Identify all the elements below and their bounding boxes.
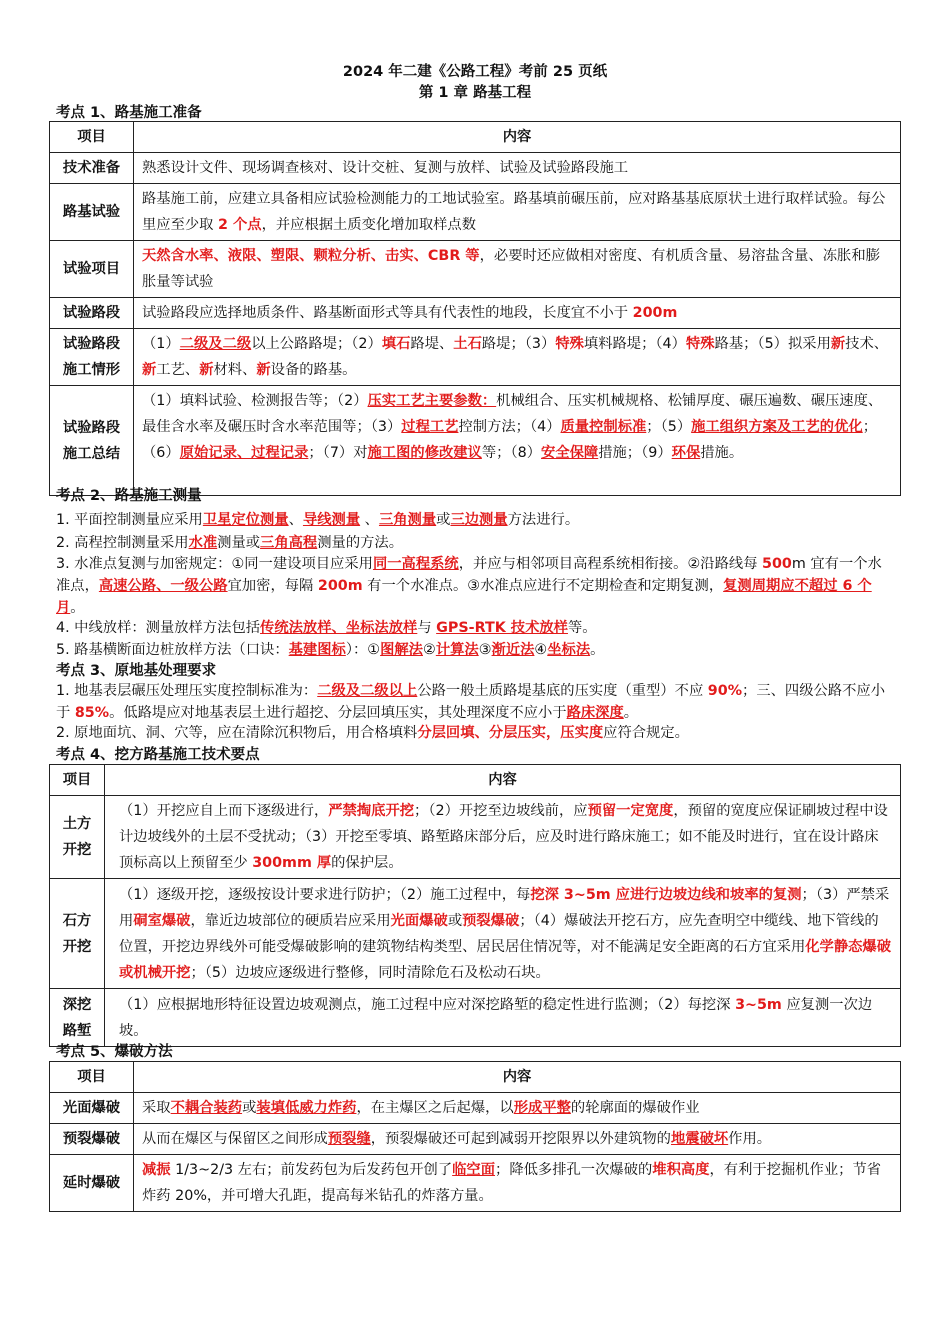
highlight: 3~5m [735,996,782,1013]
table-row [50,329,901,386]
header-content: 内容 [134,1062,901,1093]
paragraph [56,532,896,554]
text: 4. 中线放样：测量放样方法包括 [56,620,261,636]
highlight: 装填低威力炸药 [256,1100,357,1116]
highlight: 渐近法 [491,642,535,658]
text: 从而在爆区与保留区之间形成 [142,1131,328,1147]
text: 。 [70,600,85,616]
text: ；（3）严禁采用 [119,886,890,929]
highlight: 复测周期应不超过 6 个月 [56,578,872,616]
text: ）：① [345,642,381,658]
text: 。 [590,642,605,658]
table-row [50,298,901,329]
highlight: 施工组织方案及工艺的优化 [691,419,863,435]
highlight: 85% [74,705,110,721]
text: ，必要时还应做相对密度、有机质含量、易溶盐含量、冻胀和膨胀量等试验 [142,248,880,290]
table-row [50,184,901,241]
label-line: 深挖 [62,996,92,1013]
text: （1）填料试验、检测报告等；（2） [142,393,368,409]
text: ，并应与相邻项目高程系统相衔接。②沿路线每 [458,556,763,572]
highlight: 临空面 [452,1162,496,1178]
table-header-row [50,765,901,796]
highlight: 过程工艺 [401,419,459,435]
table-row [50,989,901,1047]
highlight: 原始记录、过程记录 [179,445,309,461]
table-blasting-methods [49,1061,901,1212]
text: 或 [436,512,451,528]
section-1-title: 考点 1、路基施工准备 [56,105,202,121]
row-label: 路基试验 [50,184,134,241]
table-row [50,241,901,298]
highlight: 同一高程系统 [372,556,459,572]
row-label: 试验项目 [50,241,134,298]
row-content [134,298,901,329]
row-label: 延时爆破 [50,1155,134,1212]
text: 措施；（9） [598,445,672,461]
highlight: 质量控制标准 [560,419,647,435]
row-label: 光面爆破 [50,1093,134,1124]
text: ，预留的宽度应保证刷坡过程中设计边坡线外的土层不受扰动；（3）开挖至零填、路堑路床部分后，应及时进行路床施工；如不能及时进行，宜在设计路床顶标高以上预留至少 [119,803,888,871]
label-line: 施工总结 [62,445,121,462]
highlight: 预裂爆破 [462,912,520,929]
paragraph [56,639,896,661]
table-header-row [50,122,901,153]
table-subgrade-preparation [49,121,901,496]
text: 以上公路路堤；（2） [251,336,382,352]
text: （1）逐级开挖，逐级按设计要求进行防护；（2）施工过程中，每 [119,886,531,903]
text: ；（4）爆破法开挖石方，应先查明空中缆线、地下管线的位置，开挖边界线外可能受爆破影响的建筑物结构类型、居民居住情况等，对不能满足安全距离的石方宜采用 [119,912,879,955]
text: 5. 路基横断面边桩放样方法（口诀： [56,642,289,658]
text: 采取 [142,1100,171,1116]
text: ② [422,642,436,658]
row-content [134,386,901,496]
text: 。 [623,705,639,721]
chapter-title: 第 1 章 路基工程 [418,85,532,101]
highlight: 安全保障 [541,445,599,461]
highlight: 传统法放样、坐标法放样 [260,620,418,636]
text: 、 [288,512,303,528]
text: ；（6） [142,419,877,461]
text: 有一个水准点。③水准点应进行不定期检查和定期复测， [362,578,724,594]
highlight: 分层回填、分层压实，压实度 [417,725,604,741]
text: ，在主爆区之后起爆，以 [356,1100,514,1116]
text: 应符合规定。 [603,725,689,741]
label-line: 施工情形 [62,362,121,378]
highlight: 500 [762,556,792,572]
row-content [134,153,901,184]
row-content [134,1155,901,1212]
highlight: 减振 [142,1162,171,1178]
highlight: 三边测量 [450,512,508,528]
text: 材料、 [213,362,257,378]
label-line: 试验路段 [62,419,121,436]
highlight: 200m [632,305,678,321]
row-content [105,989,901,1047]
text: 3. 水准点复测与加密规定：①同一建设项目应采用 [56,556,373,572]
label-line: 开挖 [62,842,92,858]
highlight: 300mm 厚 [252,855,332,871]
highlight: 压实工艺主要参数： [367,393,497,409]
table-cut-subgrade [49,764,901,1047]
row-content [105,796,901,879]
text: 工艺、 [156,362,200,378]
highlight: 高速公路、一级公路 [98,578,228,594]
text: 控制方法；（4） [458,419,561,435]
text: 2. 高程控制测量采用 [56,535,189,551]
label-line: 石方 [62,912,92,929]
highlight: 土石 [453,336,482,352]
header-item: 项目 [50,122,134,153]
paragraph [56,680,896,724]
text: ；（7）对 [308,445,368,461]
text: 1. 地基表层碾压处理压实度控制标准为： [56,683,318,699]
text: m 宜有一个水准点， [56,556,882,594]
highlight: 施工图的修改建议 [367,445,482,461]
row-content [134,1124,901,1155]
highlight: 二级及二级 [179,336,252,352]
row-content [134,184,901,241]
highlight: 三角测量 [378,512,437,528]
text: 的轮廓面的爆破作业 [570,1100,700,1116]
highlight: 特殊 [555,336,584,352]
row-content [134,241,901,298]
highlight: 挖深 3~5m 应进行边坡边线和坡率的复测 [530,886,802,903]
text: ④ [534,642,548,658]
paragraph [56,509,896,531]
table-row [50,1124,901,1155]
text: 机械组合、压实机械规格、松铺厚度、碾压遍数、碾压速度、最佳含水率及碾压时含水率范围等；（3） [142,393,883,435]
header-item: 项目 [50,765,105,796]
text: 测量或 [217,535,261,551]
text: 公路一般土质路堤基底的压实度（重型）不应 [417,683,708,699]
highlight: 光面爆破 [390,912,448,929]
row-content [134,1093,901,1124]
highlight: 特殊 [685,336,715,352]
row-label [50,989,105,1047]
text: 措施。 [700,445,744,461]
highlight: 新 [256,362,271,378]
highlight: 2 个点 [218,217,262,233]
text: ；（5） [646,419,692,435]
text: ；三、四级公路不应小于 [56,683,885,721]
section-3-title: 考点 3、原地基处理要求 [56,663,217,679]
table-header-row [50,1062,901,1093]
highlight: 预留一定宽度 [587,803,674,819]
document-title: 2024 年二建《公路工程》考前 25 页纸 [342,64,608,80]
text: ③ [478,642,492,658]
highlight: 形成平整 [513,1100,571,1116]
paragraph [56,722,896,744]
text: 与 [417,620,437,636]
header-item: 项目 [50,1062,134,1093]
text: 试验路段应选择地质条件、路基断面形式等具有代表性的地段，长度宜不小于 [142,305,633,321]
row-label [50,879,105,989]
text: 1. 平面控制测量应采用 [56,512,203,528]
text: 路基施工前，应建立具备相应试验检测能力的工地试验室。路基填前碾压前，应对路基基底原状土进行取样试验。每公里应至少取 [142,191,886,233]
label-line: 路堑 [62,1022,92,1039]
text: 宜加密，每隔 [227,578,318,594]
text: 或 [242,1100,257,1116]
highlight: 硐室爆破 [133,912,191,929]
row-content [105,879,901,989]
highlight: 90% [707,683,743,699]
row-label: 试验路段 [50,298,134,329]
highlight: 不耦合装药 [170,1100,243,1116]
highlight: 新 [199,362,214,378]
highlight: 填石 [381,336,411,352]
highlight: 严禁掏底开挖 [328,803,415,819]
text: 设备的路基。 [270,362,357,378]
highlight: 路床深度 [566,705,624,721]
highlight: GPS-RTK 技术放样 [436,620,568,636]
text: 或 [447,912,463,929]
text: 方法进行。 [507,512,580,528]
highlight: 卫星定位测量 [202,512,289,528]
text: 路堤；（3） [481,336,556,352]
table-row [50,1155,901,1212]
label-line: 开挖 [62,938,92,955]
text: 测量的方法。 [317,535,404,551]
highlight: 导线测量 [302,512,361,528]
row-label [50,796,105,879]
text: ；（2）开挖至边坡线前，应 [414,803,588,819]
row-label [50,386,134,496]
header-content: 内容 [134,122,901,153]
label-line: 试验路段 [62,336,121,352]
text: （1）开挖应自上而下逐级进行， [119,803,329,819]
highlight: 基建图标 [288,642,346,658]
highlight: 水准 [188,535,218,551]
text: 等。 [567,620,597,636]
highlight: 200m [317,578,363,594]
text: 路基；（5）拟采用 [714,336,831,352]
header-content: 内容 [105,765,901,796]
text: ，并应根据土质变化增加取样点数 [261,217,477,233]
highlight: 新 [142,362,157,378]
section-4-title: 考点 4、挖方路基施工技术要点 [56,747,260,763]
text: 技术、 [845,336,889,352]
text: （1）应根据地形特征设置边坡观测点，施工过程中应对深挖路堑的稳定性进行监测；（2）每挖深 [119,996,736,1013]
text: ，有利于挖掘机作业；节省炸药 20%，并可增大孔距，提高每米钻孔的炸落方量。 [142,1162,882,1204]
highlight: 天然含水率、液限、塑限、颗粒分析、击实、CBR 等 [142,248,480,264]
text: ，靠近边坡部位的硬质岩应采用 [190,912,391,929]
highlight: 预裂缝 [327,1131,371,1147]
text: ；（5）边坡应逐级进行整修，同时清除危石及松动石块。 [190,964,550,981]
text: （1） [142,336,180,352]
text: 填料路堤；（4） [583,336,686,352]
highlight: 新 [830,336,846,352]
text: 路堤、 [410,336,454,352]
highlight: 坐标法 [547,642,591,658]
table-row [50,1093,901,1124]
paragraph [56,617,896,639]
highlight: 图解法 [380,642,423,658]
text: 熟悉设计文件、现场调查核对、设计交桩、复测与放样、试验及试验路段施工 [142,160,629,176]
highlight: 计算法 [435,642,479,658]
highlight: 三角高程 [260,535,318,551]
label-line: 土方 [62,816,92,832]
text: 。低路堤应对地基表层土进行超挖、分层回填压实，其处理深度不应小于 [109,705,567,721]
text: ；降低多排孔一次爆破的 [495,1162,653,1178]
section-5-title: 考点 5、爆破方法 [56,1044,173,1060]
paragraph [56,553,896,619]
highlight: 环保 [671,445,701,461]
text: ，预裂爆破还可起到减弱开挖限界以外建筑物的 [370,1131,671,1147]
table-row [50,386,901,496]
highlight: 地震破坏 [670,1131,729,1147]
text: 的保护层。 [331,855,403,871]
section-2-title: 考点 2、路基施工测量 [56,488,202,504]
text: 2. 原地面坑、洞、穴等，应在清除沉积物后，用合格填料 [56,725,418,741]
highlight: 化学静态爆破或机械开挖 [119,938,892,981]
highlight: 二级及二级以上 [317,683,418,699]
table-row [50,879,901,989]
text: 1/3~2/3 左右；前发药包为后发药包开创了 [170,1162,453,1178]
row-label [50,329,134,386]
text: 等；（8） [481,445,542,461]
table-row [50,153,901,184]
text: 、 [360,512,379,528]
row-label: 预裂爆破 [50,1124,134,1155]
row-content [134,329,901,386]
highlight: 堆积高度 [652,1162,710,1178]
row-label: 技术准备 [50,153,134,184]
table-row [50,796,901,879]
text: 应复测一次边坡。 [119,996,873,1039]
text: 作用。 [728,1131,772,1147]
